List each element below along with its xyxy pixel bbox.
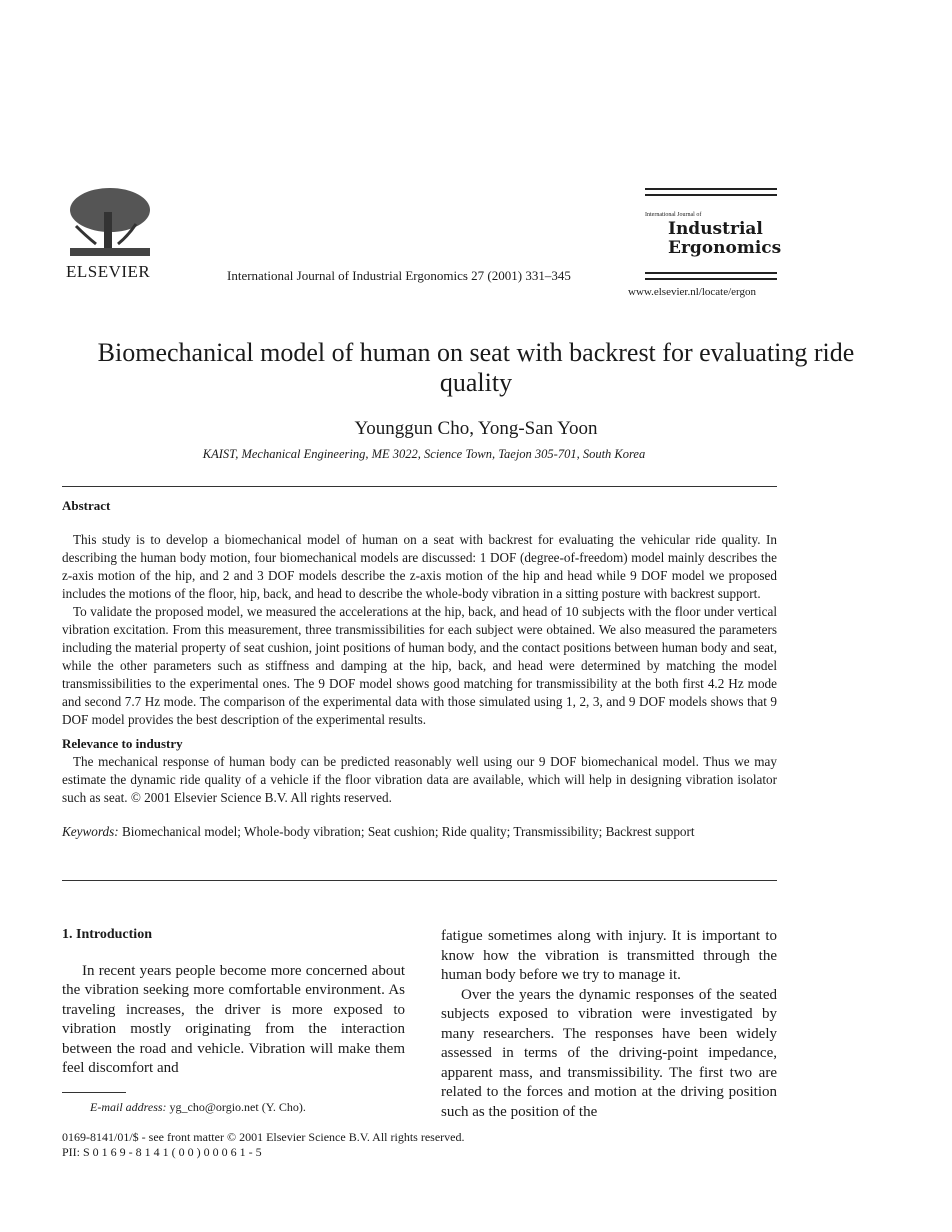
elsevier-tree-logo [66, 186, 154, 258]
pii: PII: S 0 1 6 9 - 8 1 4 1 ( 0 0 ) 0 0 0 6 1 - 5 [62, 1145, 262, 1159]
footnote [90, 1100, 306, 1115]
abstract-paragraph: This study is to develop a biomechanical model of human on a seat with backrest for evaluating the vehicular ride quality. In describing the human body motion, four biomechanical models are discussed: 1 DOF (degree-of-freedom) model mainly describes the z-axis motion of the hip, and 2 and 3 DOF models describe the z-axis motion of the hip and head while 9 DOF model we proposed includes the motions of the floor, hip, back, and head to describe the whole-body vibration in a sitting posture with backrest support. [62, 532, 777, 601]
footnote-label: E-mail address: [90, 1100, 167, 1114]
relevance-heading: Relevance to industry [62, 736, 183, 751]
relevance-paragraph: The mechanical response of human body can be predicted reasonably well using our 9 DOF biomechanical model. Thus we may estimate the dynamic ride quality of a vehicle if the floor vibration data are available, which will help in designing vibration isolator such as seat. © 2001 Elsevier Science B.V. All rights reserved. [62, 754, 777, 805]
left-column [62, 925, 405, 1079]
divider [645, 194, 777, 196]
journal-logo-small: International Journal of [645, 212, 702, 218]
body-paragraph: Over the years the dynamic responses of the seated subjects exposed to vibration were investigated by many researchers. The responses have been widely assessed in terms of the driving-point impedance, apparent mass, and transmissibility. The first two are related to the forces and motion at the driving position such as the position of the [441, 986, 777, 1120]
keywords [62, 823, 777, 841]
journal-logo-title [668, 220, 781, 258]
divider [645, 188, 777, 190]
abstract-section [62, 497, 777, 841]
section-heading: 1. Introduction [62, 927, 152, 942]
keywords-label: Keywords: [62, 824, 119, 839]
divider [62, 486, 777, 487]
footnote-divider [62, 1092, 126, 1093]
journal-title-line: Ergonomics [668, 238, 782, 258]
footnote-email: yg_cho@orgio.net (Y. Cho). [169, 1100, 306, 1114]
abstract-paragraph: To validate the proposed model, we measured the accelerations at the hip, back, and head of 10 subjects with the floor under vertical vibration excitation. From this measurement, three transmissibilities for each subject were obtained. We also measured the parameters including the material property of seat cushion, joint positions of human body, and the contact positions between human body and seat, while the other parameters such as stiffness and damping at the hip, back, and head were determined by matching the model transmissibilities to the experimental ones. The 9 DOF model shows good matching for transmissibility at the both first 4.2 Hz mode and second 7.7 Hz mode. The comparison of the experimental data with those simulated using 1, 2, 3, and 9 DOF models shows that 9 DOF model provides the best description of the experimental results. [62, 604, 777, 727]
divider [645, 278, 777, 280]
divider [645, 272, 777, 274]
journal-title-line: Industrial [668, 219, 763, 239]
journal-citation: International Journal of Industrial Ergonomics 27 (2001) 331–345 [227, 268, 571, 283]
right-column [441, 927, 777, 1122]
keywords-list: Biomechanical model; Whole-body vibration; Seat cushion; Ride quality; Transmissibility; Backrest support [121, 824, 695, 839]
copyright-line: 0169-8141/01/$ - see front matter © 2001 Elsevier Science B.V. All rights reserved. [62, 1130, 465, 1144]
body-paragraph: fatigue sometimes along with injury. It is important to know how the vibration is transmitted through the human body before we try to manage it. [441, 928, 777, 983]
affiliation: KAIST, Mechanical Engineering, ME 3022, Science Town, Taejon 305-701, South Korea [202, 447, 646, 461]
paper-title: Biomechanical model of human on seat with backrest for evaluating ride quality [97, 338, 855, 397]
divider [62, 880, 777, 881]
journal-url: www.elsevier.nl/locate/ergon [628, 286, 756, 298]
authors: Younggun Cho, Yong-San Yoon [354, 418, 598, 439]
publisher-name: ELSEVIER [66, 262, 151, 281]
body-paragraph: In recent years people become more concerned about the vibration seeking more comfortable environment. As traveling increases, the driver is more exposed to vibration mostly originating from the interaction between the road and vehicle. Vibration will make them feel discomfort and [62, 962, 405, 1076]
abstract-heading: Abstract [62, 498, 111, 513]
front-matter [62, 1130, 464, 1160]
